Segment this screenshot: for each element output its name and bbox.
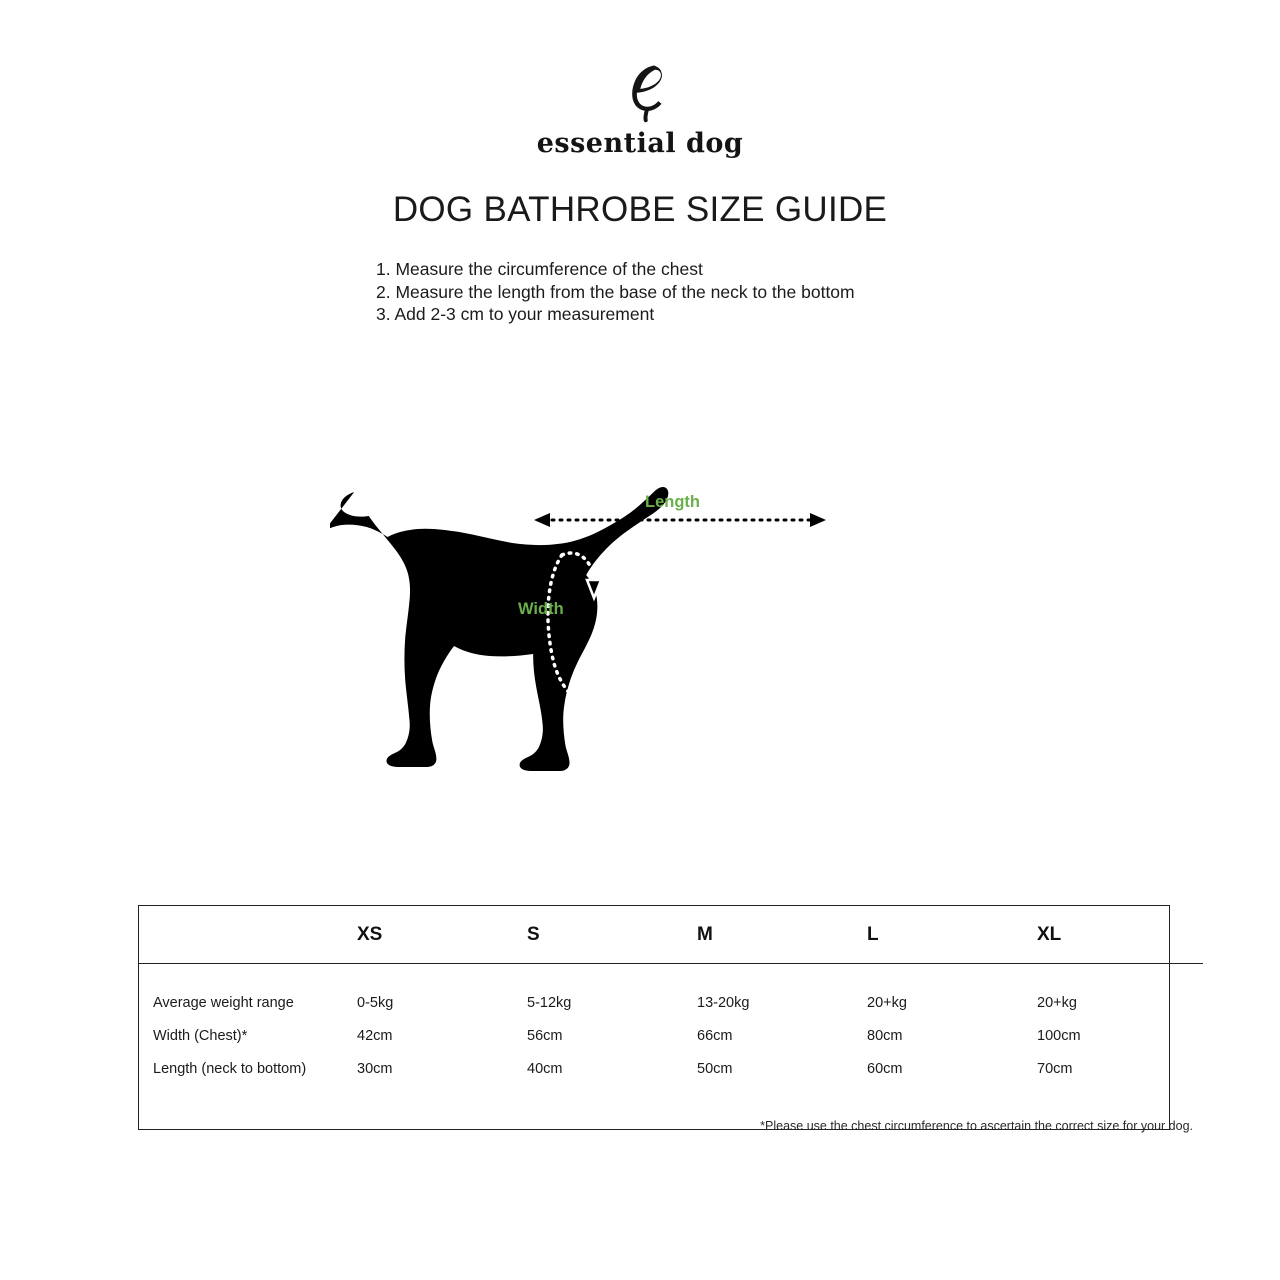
length-label: Length [645,493,700,511]
cell-width-s: 56cm [527,1027,563,1044]
table-footnote: *Please use the chest circumference to ascertain the correct size for your dog. [760,1119,1193,1133]
dog-silhouette-icon [330,440,930,870]
table-header-xl: XL [1033,906,1203,964]
table-footnote-row [139,1085,1203,1133]
table-corner-cell [139,906,353,964]
cell-width-xs: 42cm [357,1027,393,1044]
table-header-m: M [693,906,863,964]
cell-length-m: 50cm [697,1060,733,1077]
cell-weight-xl: 20+kg [1037,994,1077,1011]
table-header-s: S [523,906,693,964]
table-row [139,1019,1203,1052]
size-chart-table [138,905,1193,1133]
table-header-xs: XS [353,906,523,964]
row-label-width: Width (Chest)* [153,1027,248,1044]
table-header-row [139,906,1203,964]
table-header-l: L [863,906,1033,964]
width-label: Width [518,600,564,618]
cell-length-l: 60cm [867,1060,903,1077]
cell-length-xs: 30cm [357,1060,393,1077]
cell-length-xl: 70cm [1037,1060,1073,1077]
row-label-length: Length (neck to bottom) [153,1060,307,1077]
cell-width-l: 80cm [867,1027,903,1044]
cell-width-xl: 100cm [1037,1027,1081,1044]
essential-dog-logo-icon [603,62,677,124]
cell-weight-s: 5-12kg [527,994,572,1011]
cell-weight-xs: 0-5kg [357,994,394,1011]
page-title: DOG BATHROBE SIZE GUIDE [392,190,888,229]
row-label-weight: Average weight range [153,994,294,1011]
length-measure-arrow [534,513,826,527]
instruction-item: 2. Measure the length from the base of the neck to the bottom [376,281,855,302]
instruction-item: 3. Add 2-3 cm to your measurement [376,304,655,324]
brand-header [0,62,1280,159]
instruction-item: 1. Measure the circumference of the chest [376,259,703,279]
cell-weight-l: 20+kg [867,994,907,1011]
cell-width-m: 66cm [697,1027,733,1044]
table-row [139,964,1203,1020]
dog-measurement-diagram [330,440,930,870]
instructions-list [376,258,1076,326]
table-row [139,1052,1203,1085]
cell-weight-m: 13-20kg [697,994,750,1011]
brand-name: essential dog [536,128,744,159]
cell-length-s: 40cm [527,1060,563,1077]
